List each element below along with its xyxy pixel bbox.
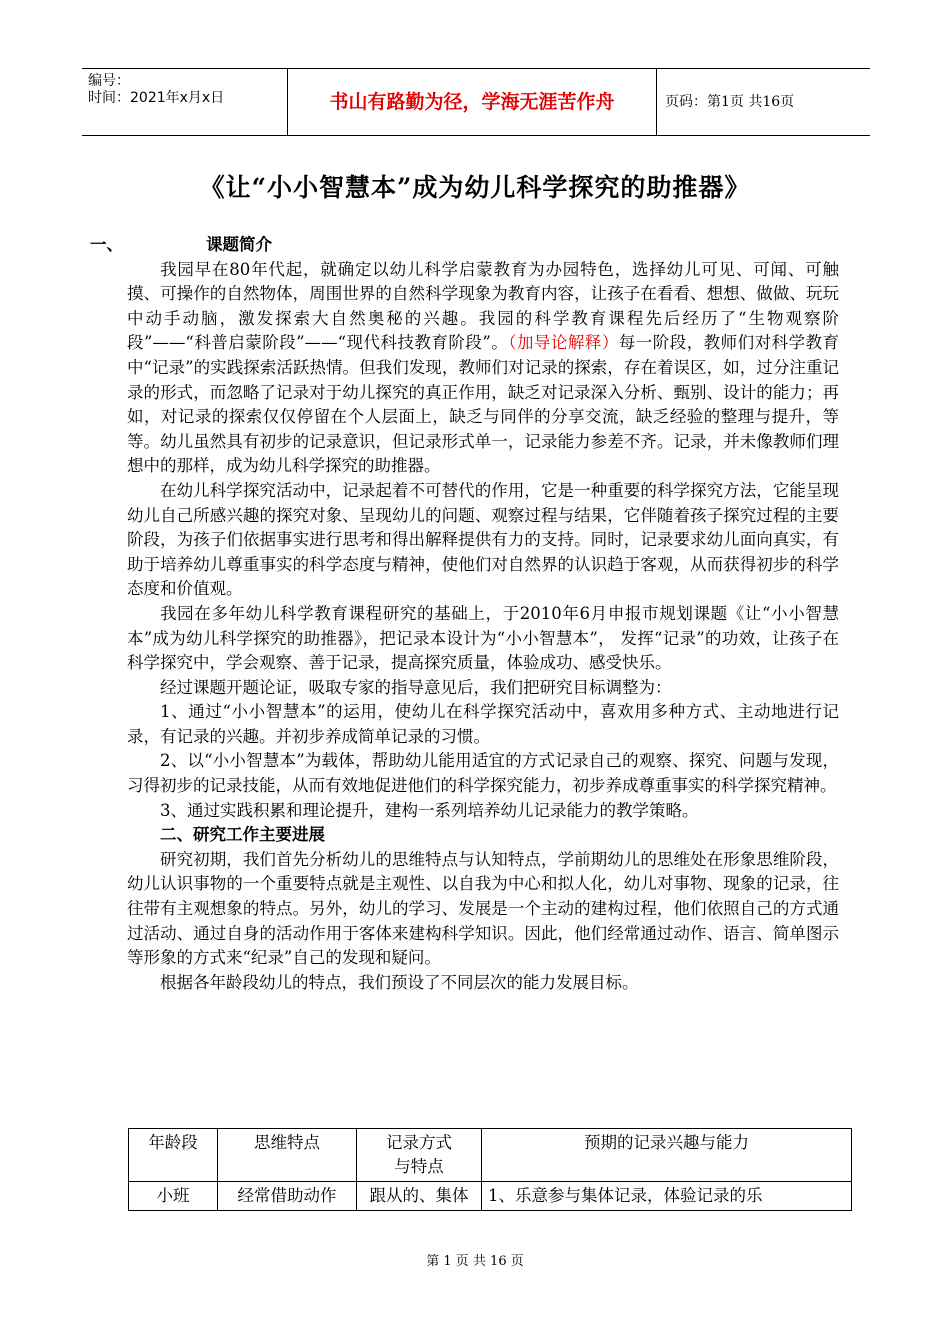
table-cell: 小班	[129, 1182, 218, 1211]
table-header-cell: 记录方式 与特点	[357, 1129, 482, 1182]
document-title: 《让“小小智慧本”成为幼儿科学探究的助推器》	[199, 173, 751, 202]
table-header-cell: 思维特点	[218, 1129, 357, 1182]
section-number: 一、	[90, 235, 123, 254]
goal-2: 2、以“小小智慧本”为载体，帮助幼儿能用适宜的方式记录自己的观察、探究、问题与发现，习得初步的记录技能，从而有效地促进他们的科学探究能力，初步养成尊重事实的科学探究精神。	[127, 751, 839, 796]
paragraph-8: 研究初期，我们首先分析幼儿的思维特点与认知特点，学前期幼儿的思维处在形象思维阶段，幼儿认识事物的一个重要特点就是主观性、以自我为中心和拟人化，幼儿对事物、现象的记录，往往带有主观想象的特点。另外，幼儿的学习、发展是一个主动的建构过程，他们依照自己的方式通过活动、通过自身的活动作用于客体来建构科学知识。因此，他们经常通过动作、语言、简单图示等形象的方式来“纪录”自己的发现和疑问。	[127, 849, 839, 968]
header-page-info: 页码：第1页 共16页	[665, 94, 795, 110]
table-header-row	[129, 1129, 852, 1182]
number-label: 编号：	[88, 73, 130, 89]
date-label: 时间：2021年x月x日	[88, 90, 225, 106]
document-body	[90, 233, 840, 995]
paragraph-3: 我园在多年幼儿科学教育课程研究的基础上，于2010年6月申报市规划课题《让“小小智慧本”成为幼儿科学探究的助推器》，把记录本设计为“小小智慧本”， 发挥“记录”的功效，让孩子在科学探究中，学会观察、善于记录，提高探究质量，体验成功、感受快乐。	[127, 603, 839, 673]
page-header	[82, 68, 870, 136]
paragraph-text: 每一阶段，教师们对科学教育中“记录”的实践探索活跃热情。但我们发现，教师们对记录的探索，存在着误区，如，过分注重记录的形式，而忽略了记录对于幼儿探究的真正作用，缺乏对记录深入分析、甄别、设计的能力；再如，对记录的探索仅仅停留在个人层面上，缺乏与同伴的分享交流，缺乏经验的整理与提升，等等。幼儿虽然具有初步的记录意识，但记录形式单一，记录能力参差不齐。记录，并未像教师们理想中的那样，成为幼儿科学探究的助推器。	[127, 333, 840, 476]
section-title: 课题简介	[206, 235, 272, 254]
paragraph-text: 我园早在80年代起，就确定以幼儿科学启蒙教育为办园特色，选择幼儿可见、可闻、可触摸、可操作的自然物体，周围世界的自然科学现象为教育内容，让孩子在看看、想想、做做、玩玩中动手动脑，激发探索大自然奥秘的兴趣。我园的科学教育课程先后经历了“生物观察阶段”——“科普启蒙阶段”——“现代科技教育阶段”。	[127, 259, 839, 353]
table-cell: 1、乐意参与集体记录，体验记录的乐	[482, 1182, 852, 1211]
paragraph-9: 根据各年龄段幼儿的特点，我们预设了不同层次的能力发展目标。	[160, 972, 639, 992]
table-header-cell: 预期的记录兴趣与能力	[482, 1129, 852, 1182]
section-heading-1	[90, 233, 839, 258]
page-footer: 第 1 页 共 16 页	[426, 1254, 524, 1269]
paragraph-1	[127, 258, 839, 479]
editor-note: （加导论解释）	[508, 333, 619, 353]
goal-1: 1、通过“小小智慧本”的运用，使幼儿在科学探究活动中，喜欢用多种方式、主动地进行记录，有记录的兴趣。并初步养成简单记录的习惯。	[127, 702, 839, 746]
table-row	[129, 1182, 852, 1211]
table-cell: 经常借助动作	[218, 1182, 357, 1211]
paragraph-2: 在幼儿科学探究活动中，记录起着不可替代的作用，它是一种重要的科学探究方法，它能呈现幼儿自己所感兴趣的探究对象、呈现幼儿的问题、观察过程与结果，它伴随着孩子探究过程的主要阶段，为孩子们依据事实进行思考和得出解释提供有力的支持。同时，记录要求幼儿面向真实，有助于培养幼儿尊重事实的科学态度与精神，使他们对自然界的认识趋于客观，从而获得初步的科学态度和价值观。	[127, 480, 839, 599]
table-cell: 跟从的、集体	[357, 1182, 482, 1211]
section-heading-2: 二、研究工作主要进展	[160, 825, 325, 845]
age-goals-table	[128, 1128, 852, 1211]
paragraph-4: 经过课题开题论证，吸取专家的指导意见后，我们把研究目标调整为：	[160, 677, 672, 697]
table-header-cell: 年龄段	[129, 1129, 218, 1182]
header-motto: 书山有路勤为径，学海无涯苦作舟	[288, 69, 657, 135]
goal-3: 3、通过实践积累和理论提升，建构一系列培养幼儿记录能力的教学策略。	[160, 800, 699, 820]
header-meta	[82, 69, 288, 135]
